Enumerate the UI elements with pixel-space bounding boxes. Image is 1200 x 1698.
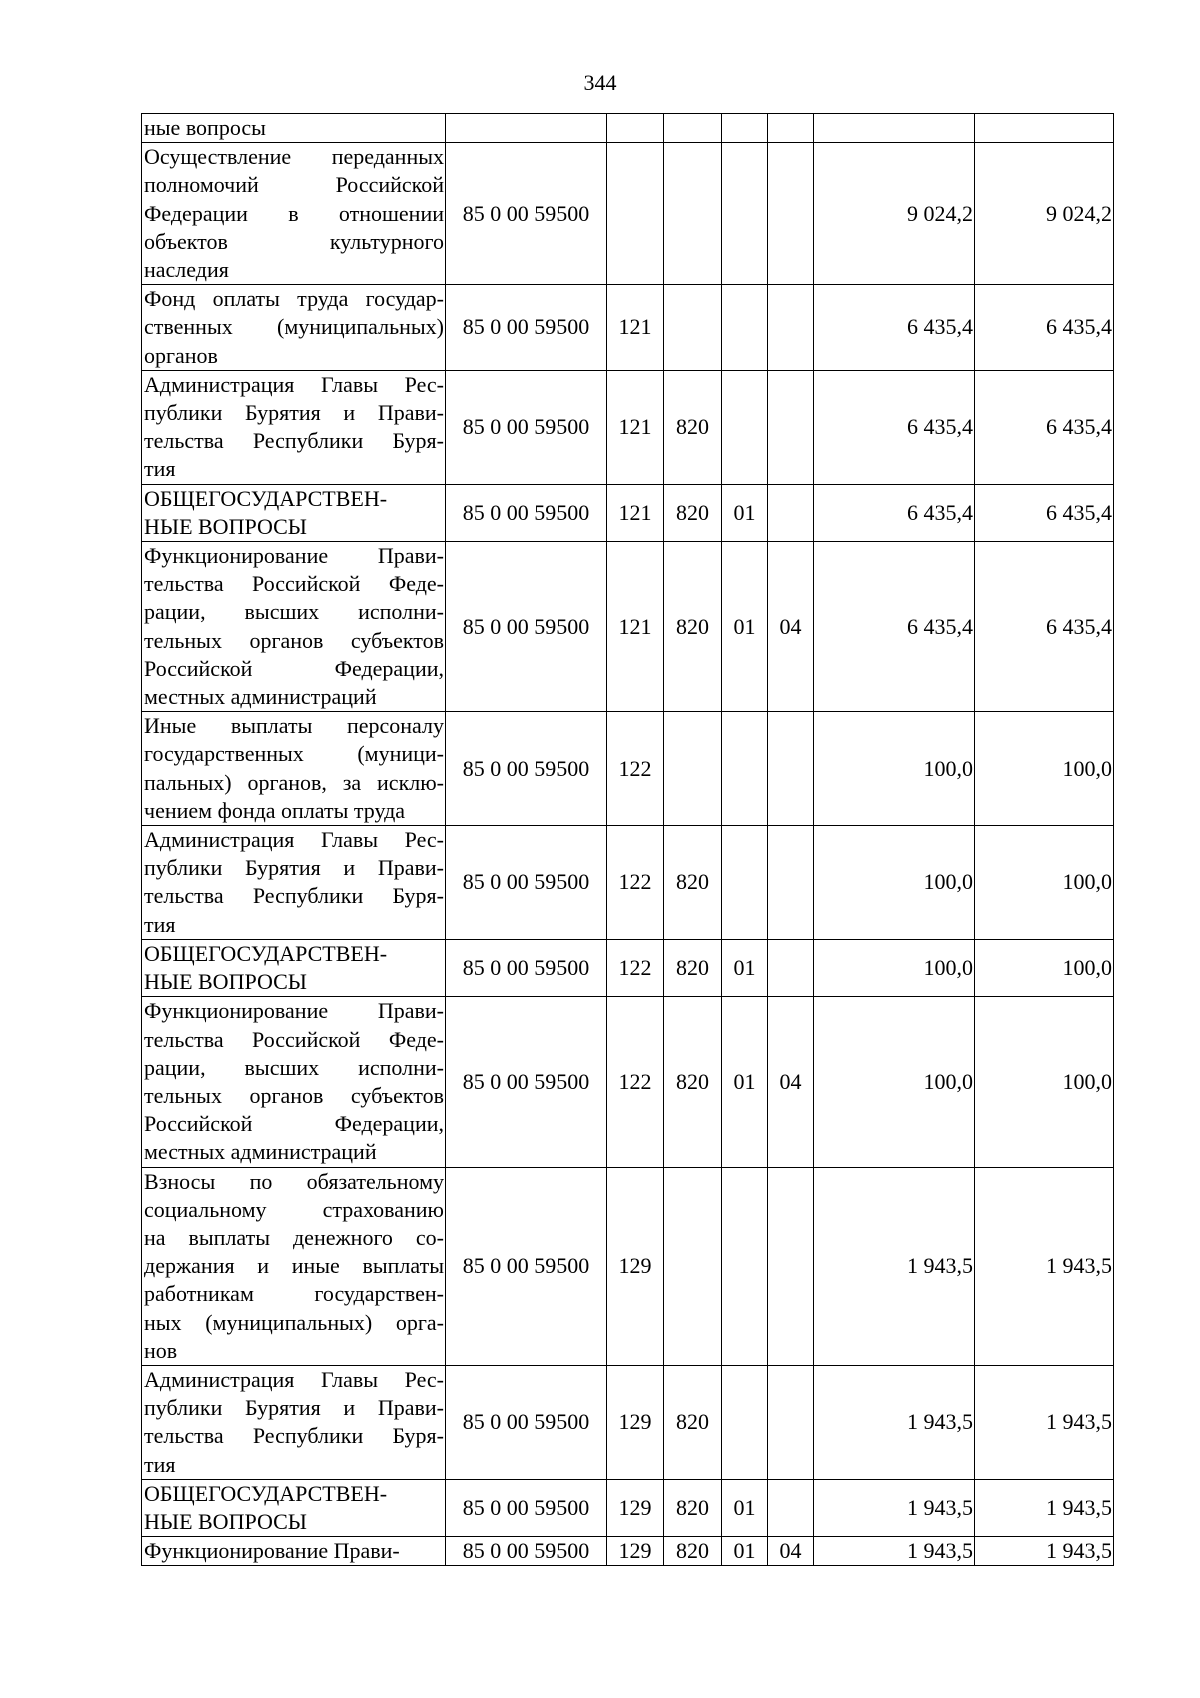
amount-cell-2: 100,0 bbox=[975, 997, 1114, 1167]
amount-cell-2: 6 435,4 bbox=[975, 542, 1114, 712]
expense-type-code-cell bbox=[607, 143, 664, 285]
item-name-line: местных администраций bbox=[144, 684, 377, 710]
expense-type-code-cell: 122 bbox=[607, 997, 664, 1167]
expense-type-code-cell: 122 bbox=[607, 939, 664, 996]
item-name-line: Функционирование Прави- bbox=[144, 998, 444, 1024]
subsection-code-cell: 04 bbox=[768, 997, 814, 1167]
amount-cell-2: 1 943,5 bbox=[975, 1365, 1114, 1479]
table-row bbox=[142, 939, 1114, 996]
item-name-line: местных администраций bbox=[144, 1139, 377, 1165]
item-name-line: НЫЕ ВОПРОСЫ bbox=[144, 1508, 307, 1534]
subsection-code-cell bbox=[768, 370, 814, 484]
administrator-code-cell bbox=[664, 1167, 722, 1365]
subsection-code-cell bbox=[768, 484, 814, 541]
item-name-line: Администрация Главы Рес- bbox=[144, 371, 444, 397]
item-name-line: тельства Республики Буря- bbox=[144, 428, 444, 454]
item-name-line: тия bbox=[144, 911, 176, 937]
target-article-code-cell: 85 0 00 59500 bbox=[446, 826, 607, 940]
table-row bbox=[142, 1167, 1114, 1365]
item-name-line: ные вопросы bbox=[144, 115, 266, 140]
item-name-cell bbox=[142, 712, 446, 826]
section-code-cell: 01 bbox=[722, 939, 768, 996]
item-name-cell bbox=[142, 1537, 446, 1566]
table-row bbox=[142, 143, 1114, 285]
subsection-code-cell bbox=[768, 114, 814, 143]
item-name-cell bbox=[142, 997, 446, 1167]
item-name-line: ных (муниципальных) орга- bbox=[144, 1309, 444, 1335]
expense-type-code-cell: 121 bbox=[607, 484, 664, 541]
target-article-code-cell: 85 0 00 59500 bbox=[446, 1537, 607, 1566]
expense-type-code-cell: 121 bbox=[607, 370, 664, 484]
item-name-line: тия bbox=[144, 1451, 176, 1477]
section-code-cell bbox=[722, 1167, 768, 1365]
item-name-line: НЫЕ ВОПРОСЫ bbox=[144, 969, 307, 995]
table-body bbox=[142, 114, 1114, 1566]
administrator-code-cell: 820 bbox=[664, 939, 722, 996]
item-name-line: рации, высших исполни- bbox=[144, 1054, 444, 1080]
item-name-cell bbox=[142, 484, 446, 541]
administrator-code-cell bbox=[664, 114, 722, 143]
expense-type-code-cell: 122 bbox=[607, 826, 664, 940]
expense-type-code-cell: 122 bbox=[607, 712, 664, 826]
item-name-line: нов bbox=[144, 1337, 178, 1363]
item-name-line: Российской Федерации, bbox=[144, 655, 444, 681]
target-article-code-cell: 85 0 00 59500 bbox=[446, 1479, 607, 1536]
item-name-line: Фонд оплаты труда государ- bbox=[144, 286, 444, 312]
section-code-cell bbox=[722, 143, 768, 285]
section-code-cell bbox=[722, 285, 768, 371]
item-name-line: рации, высших исполни- bbox=[144, 599, 444, 625]
target-article-code-cell: 85 0 00 59500 bbox=[446, 712, 607, 826]
item-name-line: НЫЕ ВОПРОСЫ bbox=[144, 513, 307, 539]
section-code-cell: 01 bbox=[722, 1479, 768, 1536]
item-name-cell bbox=[142, 370, 446, 484]
table-row bbox=[142, 484, 1114, 541]
target-article-code-cell bbox=[446, 114, 607, 143]
item-name-line: Иные выплаты персоналу bbox=[144, 713, 444, 739]
item-name-line: тельства Российской Феде- bbox=[144, 1026, 444, 1052]
item-name-line: Функционирование Прави- bbox=[144, 1538, 400, 1564]
item-name-line: тельства Российской Феде- bbox=[144, 571, 444, 597]
target-article-code-cell: 85 0 00 59500 bbox=[446, 939, 607, 996]
amount-cell-2: 100,0 bbox=[975, 826, 1114, 940]
amount-cell-2: 6 435,4 bbox=[975, 370, 1114, 484]
item-name-cell bbox=[142, 939, 446, 996]
item-name-line: ственных (муниципальных) bbox=[144, 314, 444, 340]
item-name-line: полномочий Российской bbox=[144, 172, 444, 198]
target-article-code-cell: 85 0 00 59500 bbox=[446, 542, 607, 712]
subsection-code-cell bbox=[768, 939, 814, 996]
item-name-line: пальных) органов, за исклю- bbox=[144, 769, 444, 795]
budget-table bbox=[141, 113, 1114, 1566]
amount-cell-1: 100,0 bbox=[814, 997, 975, 1167]
item-name-line: тельных органов субъектов bbox=[144, 1082, 444, 1108]
expense-type-code-cell: 129 bbox=[607, 1167, 664, 1365]
section-code-cell bbox=[722, 826, 768, 940]
table-row bbox=[142, 1537, 1114, 1566]
amount-cell-2: 1 943,5 bbox=[975, 1537, 1114, 1566]
table-row bbox=[142, 285, 1114, 371]
subsection-code-cell: 04 bbox=[768, 1537, 814, 1566]
subsection-code-cell bbox=[768, 1479, 814, 1536]
target-article-code-cell: 85 0 00 59500 bbox=[446, 1365, 607, 1479]
expense-type-code-cell: 129 bbox=[607, 1479, 664, 1536]
item-name-cell bbox=[142, 285, 446, 371]
administrator-code-cell bbox=[664, 285, 722, 371]
item-name-line: публики Бурятия и Прави- bbox=[144, 400, 444, 426]
target-article-code-cell: 85 0 00 59500 bbox=[446, 285, 607, 371]
item-name-line: Взносы по обязательному bbox=[144, 1168, 444, 1194]
administrator-code-cell: 820 bbox=[664, 826, 722, 940]
item-name-line: Осуществление переданных bbox=[144, 144, 444, 170]
item-name-line: публики Бурятия и Прави- bbox=[144, 1395, 444, 1421]
amount-cell-1: 6 435,4 bbox=[814, 542, 975, 712]
amount-cell-1 bbox=[814, 114, 975, 143]
item-name-line: тельства Республики Буря- bbox=[144, 1423, 444, 1449]
item-name-line: публики Бурятия и Прави- bbox=[144, 855, 444, 881]
target-article-code-cell: 85 0 00 59500 bbox=[446, 484, 607, 541]
target-article-code-cell: 85 0 00 59500 bbox=[446, 997, 607, 1167]
item-name-line: Администрация Главы Рес- bbox=[144, 1366, 444, 1392]
item-name-line: Администрация Главы Рес- bbox=[144, 827, 444, 853]
page-number: 344 bbox=[583, 70, 617, 95]
administrator-code-cell bbox=[664, 143, 722, 285]
item-name-line: чением фонда оплаты труда bbox=[144, 797, 406, 823]
amount-cell-2: 100,0 bbox=[975, 939, 1114, 996]
item-name-line: Федерации в отношении bbox=[144, 200, 444, 226]
amount-cell-1: 100,0 bbox=[814, 826, 975, 940]
item-name-cell bbox=[142, 114, 446, 143]
table-row bbox=[142, 114, 1114, 143]
amount-cell-1: 1 943,5 bbox=[814, 1537, 975, 1566]
administrator-code-cell: 820 bbox=[664, 542, 722, 712]
item-name-line: наследия bbox=[144, 257, 229, 283]
expense-type-code-cell: 129 bbox=[607, 1365, 664, 1479]
administrator-code-cell: 820 bbox=[664, 1479, 722, 1536]
expense-type-code-cell: 129 bbox=[607, 1537, 664, 1566]
target-article-code-cell: 85 0 00 59500 bbox=[446, 1167, 607, 1365]
item-name-cell bbox=[142, 542, 446, 712]
amount-cell-1: 9 024,2 bbox=[814, 143, 975, 285]
subsection-code-cell bbox=[768, 1167, 814, 1365]
amount-cell-1: 6 435,4 bbox=[814, 285, 975, 371]
item-name-line: ОБЩЕГОСУДАРСТВЕН- bbox=[144, 940, 388, 966]
item-name-line: объектов культурного bbox=[144, 228, 444, 254]
item-name-cell bbox=[142, 1167, 446, 1365]
section-code-cell: 01 bbox=[722, 484, 768, 541]
amount-cell-2 bbox=[975, 114, 1114, 143]
section-code-cell bbox=[722, 1365, 768, 1479]
amount-cell-2: 6 435,4 bbox=[975, 484, 1114, 541]
table-row bbox=[142, 1479, 1114, 1536]
amount-cell-1: 1 943,5 bbox=[814, 1479, 975, 1536]
amount-cell-2: 6 435,4 bbox=[975, 285, 1114, 371]
target-article-code-cell: 85 0 00 59500 bbox=[446, 143, 607, 285]
section-code-cell: 01 bbox=[722, 997, 768, 1167]
amount-cell-2: 1 943,5 bbox=[975, 1167, 1114, 1365]
subsection-code-cell bbox=[768, 826, 814, 940]
item-name-line: органов bbox=[144, 342, 218, 368]
amount-cell-1: 1 943,5 bbox=[814, 1167, 975, 1365]
amount-cell-2: 1 943,5 bbox=[975, 1479, 1114, 1536]
section-code-cell: 01 bbox=[722, 542, 768, 712]
item-name-line: тельных органов субъектов bbox=[144, 627, 444, 653]
target-article-code-cell: 85 0 00 59500 bbox=[446, 370, 607, 484]
table-row bbox=[142, 542, 1114, 712]
subsection-code-cell bbox=[768, 285, 814, 371]
administrator-code-cell: 820 bbox=[664, 1537, 722, 1566]
item-name-line: тия bbox=[144, 456, 176, 482]
subsection-code-cell bbox=[768, 712, 814, 826]
item-name-cell bbox=[142, 143, 446, 285]
table-row bbox=[142, 997, 1114, 1167]
item-name-line: Российской Федерации, bbox=[144, 1111, 444, 1137]
item-name-line: на выплаты денежного со- bbox=[144, 1224, 444, 1250]
item-name-cell bbox=[142, 1479, 446, 1536]
administrator-code-cell: 820 bbox=[664, 997, 722, 1167]
item-name-line: ОБЩЕГОСУДАРСТВЕН- bbox=[144, 1480, 388, 1506]
subsection-code-cell bbox=[768, 143, 814, 285]
subsection-code-cell bbox=[768, 1365, 814, 1479]
table-row bbox=[142, 1365, 1114, 1479]
expense-type-code-cell bbox=[607, 114, 664, 143]
amount-cell-1: 100,0 bbox=[814, 712, 975, 826]
expense-type-code-cell: 121 bbox=[607, 542, 664, 712]
administrator-code-cell: 820 bbox=[664, 484, 722, 541]
item-name-line: работникам государствен- bbox=[144, 1281, 444, 1307]
subsection-code-cell: 04 bbox=[768, 542, 814, 712]
section-code-cell bbox=[722, 370, 768, 484]
item-name-line: социальному страхованию bbox=[144, 1196, 444, 1222]
item-name-cell bbox=[142, 1365, 446, 1479]
item-name-line: государственных (муници- bbox=[144, 741, 444, 767]
amount-cell-2: 9 024,2 bbox=[975, 143, 1114, 285]
item-name-line: Функционирование Прави- bbox=[144, 543, 444, 569]
table-row bbox=[142, 826, 1114, 940]
table-row bbox=[142, 712, 1114, 826]
amount-cell-1: 1 943,5 bbox=[814, 1365, 975, 1479]
section-code-cell bbox=[722, 712, 768, 826]
administrator-code-cell bbox=[664, 712, 722, 826]
section-code-cell bbox=[722, 114, 768, 143]
section-code-cell: 01 bbox=[722, 1537, 768, 1566]
item-name-line: держания и иные выплаты bbox=[144, 1253, 444, 1279]
amount-cell-1: 100,0 bbox=[814, 939, 975, 996]
administrator-code-cell: 820 bbox=[664, 370, 722, 484]
expense-type-code-cell: 121 bbox=[607, 285, 664, 371]
table-row bbox=[142, 370, 1114, 484]
item-name-line: ОБЩЕГОСУДАРСТВЕН- bbox=[144, 485, 388, 511]
amount-cell-2: 100,0 bbox=[975, 712, 1114, 826]
administrator-code-cell: 820 bbox=[664, 1365, 722, 1479]
item-name-cell bbox=[142, 826, 446, 940]
amount-cell-1: 6 435,4 bbox=[814, 484, 975, 541]
amount-cell-1: 6 435,4 bbox=[814, 370, 975, 484]
item-name-line: тельства Республики Буря- bbox=[144, 883, 444, 909]
